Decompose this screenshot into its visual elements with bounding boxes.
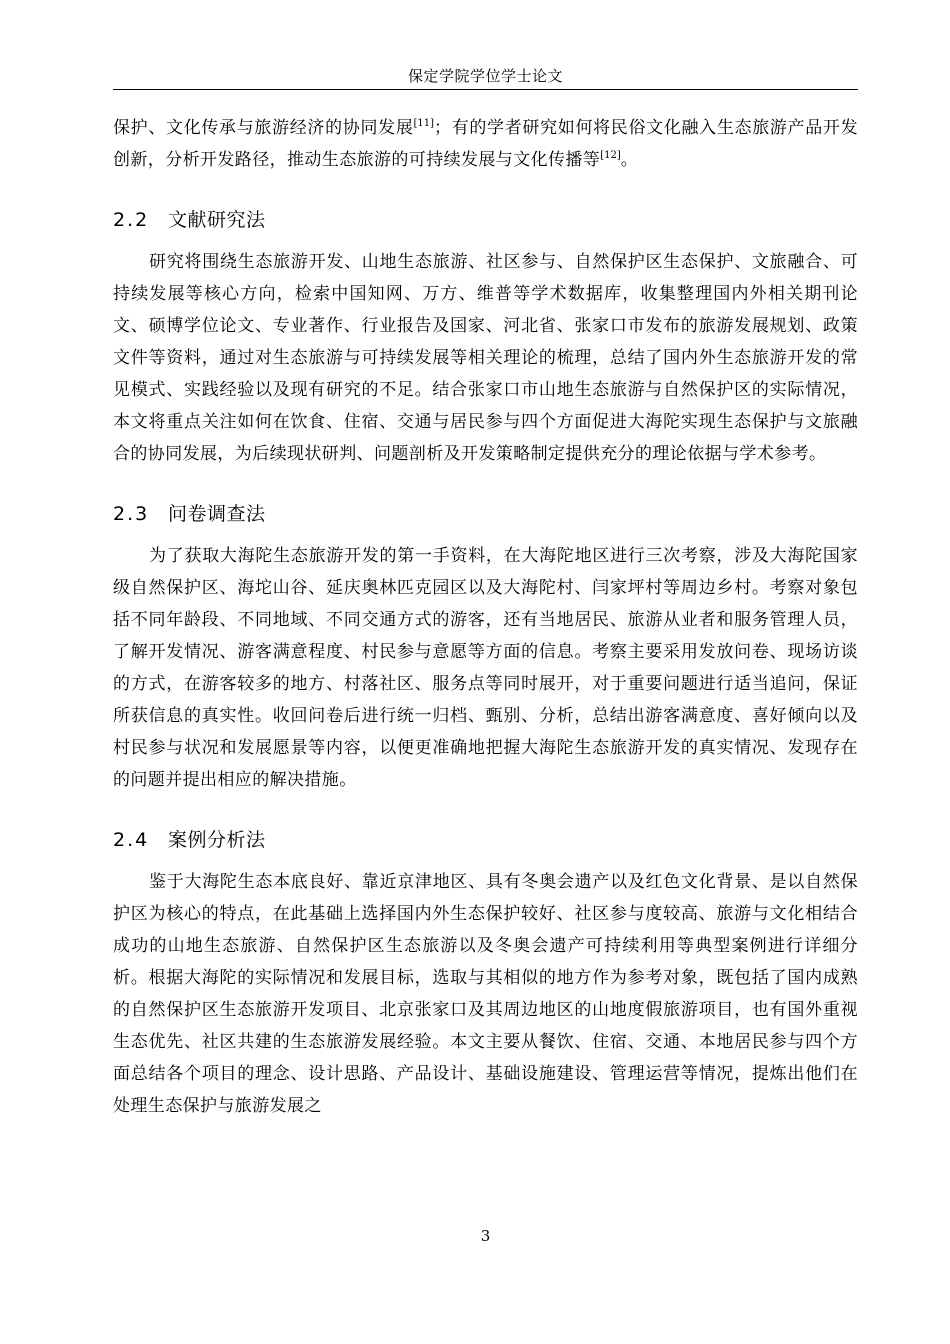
running-header: 保定学院学位学士论文 [407,67,563,85]
page-number: 3 [480,1227,491,1245]
section-title: 案例分析法 [168,829,266,851]
section-paragraph-2-3: 为了获取大海陀生态旅游开发的第一手资料，在大海陀地区进行三次考察，涉及大海陀国家级自然保护区、海坨山谷、延庆奥林匹克园区以及大海陀村、闫家坪村等周边乡村。考察对象包括不同年龄段、不同地域、不同交通方式的游客，还有当地居民、旅游从业者和服务管理人员，了解开发情况、游客满意程度、村民参与意愿等方面的信息。考察主要采用发放问卷、现场访谈的方式，在游客较多的地方、村落社区、服务点等同时展开，对于重要问题进行适当追问，保证所获信息的真实性。收回问卷后进行统一归档、甄别、分析，总结出游客满意度、喜好倾向以及村民参与状况和发展愿景等内容，以便更准确地把握大海陀生态旅游开发的真实情况、发现存在的问题并提出相应的解决措施。 [113,546,858,790]
intro-paragraph [113,112,858,176]
section-title: 问卷调查法 [168,503,266,525]
intro-text-2: ；有的学者研究如何将民俗文化融入生态旅游产品开发创新，分析开发路径，推动生态旅游的可持续发展与文化传播等 [113,118,858,170]
section-heading-2-3 [113,500,858,528]
section-number: 2.2 [113,209,150,231]
section-paragraph-2-2: 研究将围绕生态旅游开发、山地生态旅游、社区参与、自然保护区生态保护、文旅融合、可持续发展等核心方向，检索中国知网、万方、维普等学术数据库，收集整理国内外相关期刊论文、硕博学位论文、专业著作、行业报告及国家、河北省、张家口市发布的旅游发展规划、政策文件等资料，通过对生态旅游与可持续发展等相关理论的梳理，总结了国内外生态旅游开发的常见模式、实践经验以及现有研究的不足。结合张家口市山地生态旅游与自然保护区的实际情况，本文将重点关注如何在饮食、住宿、交通与居民参与四个方面促进大海陀实现生态保护与文旅融合的协同发展，为后续现状研判、问题剖析及开发策略制定提供充分的理论依据与学术参考。 [113,252,858,464]
page-body [113,112,858,1122]
section-paragraph-2-4: 鉴于大海陀生态本底良好、靠近京津地区、具有冬奥会遗产以及红色文化背景、是以自然保护区为核心的特点，在此基础上选择国内外生态保护较好、社区参与度较高、旅游与文化相结合成功的山地生态旅游、自然保护区生态旅游以及冬奥会遗产可持续利用等典型案例进行详细分析。根据大海陀的实际情况和发展目标，选取与其相似的地方作为参考对象，既包括了国内成熟的自然保护区生态旅游开发项目、北京张家口及其周边地区的山地度假旅游项目，也有国外重视生态优先、社区共建的生态旅游发展经验。本文主要从餐饮、住宿、交通、本地居民参与四个方面总结各个项目的理念、设计思路、产品设计、基础设施建设、管理运营等情况，提炼出他们在处理生态保护与旅游发展之 [113,872,858,1116]
section-heading-2-2 [113,206,858,234]
citation-11[interactable]: [11] [413,118,435,129]
section-title: 文献研究法 [168,209,266,231]
intro-text-1: 保护、文化传承与旅游经济的协同发展 [113,118,414,138]
citation-12[interactable]: [12] [600,150,621,161]
section-number: 2.3 [113,503,150,525]
section-number: 2.4 [113,829,150,851]
intro-text-3: 。 [620,150,639,170]
section-heading-2-4 [113,826,858,854]
header-rule [113,89,858,90]
